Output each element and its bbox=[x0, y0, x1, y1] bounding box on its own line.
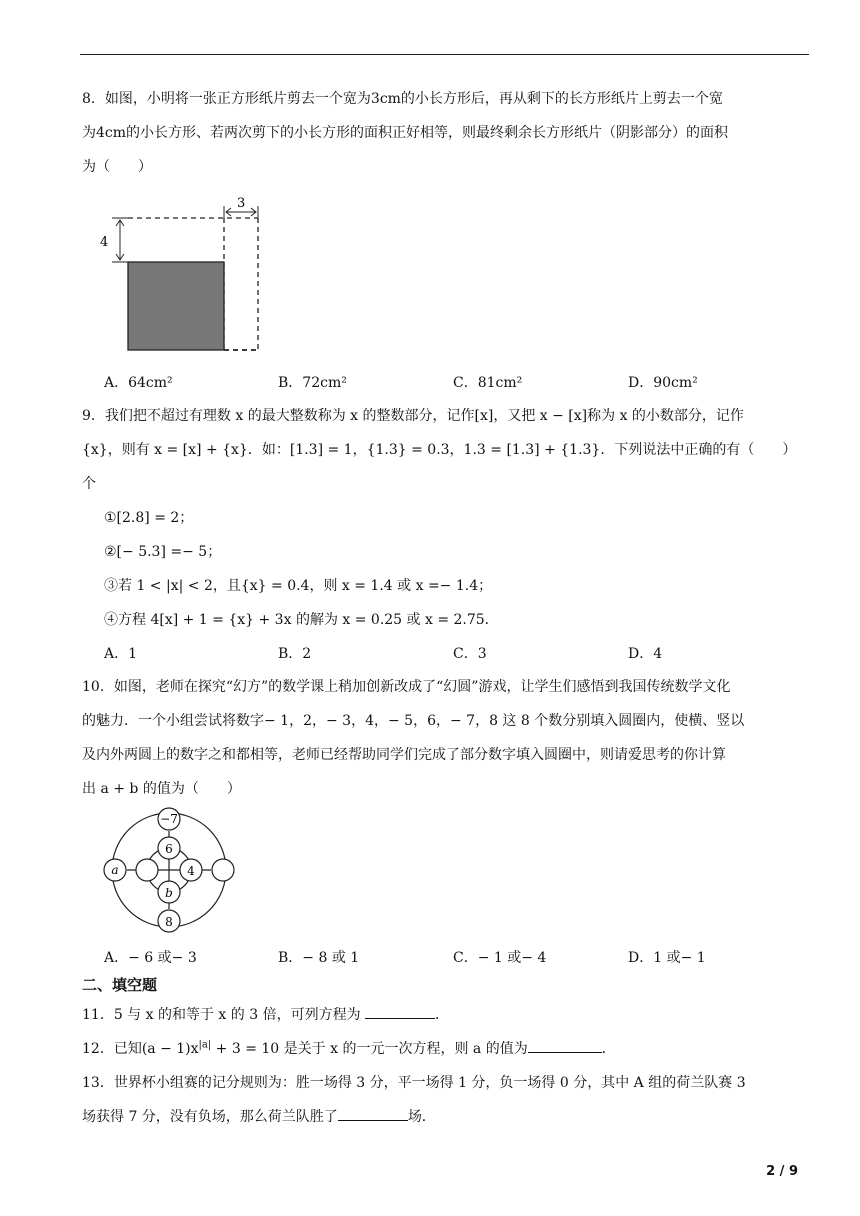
q11-text: 11．5 与 x 的和等于 x 的 3 倍，可列方程为 bbox=[82, 1007, 366, 1023]
q9-text-line-3: 个 bbox=[82, 476, 96, 492]
section-title-fill-in: 二、填空题 bbox=[82, 976, 158, 994]
q11-line bbox=[82, 1004, 449, 1024]
q9-item-2: ②[− 5.3] =− 5； bbox=[104, 544, 222, 560]
q8-figure bbox=[96, 196, 276, 360]
q10-text-line-2: 的魅力．一个小组尝试将数字− 1，2，− 3，4，− 5，6，− 7，8 这 8 个数分别填入圆圈内，使横、竖以 bbox=[82, 713, 745, 729]
q10-text-line-1: 10．如图，老师在探究“幻方”的数学课上稍加创新改成了“幻圆”游戏，让学生们感悟到我国传统数学文化 bbox=[82, 679, 731, 695]
q10-option-a[interactable]: A．− 6 或− 3 bbox=[104, 950, 197, 966]
value-left-outer: a bbox=[111, 863, 119, 877]
q9-text-line-1: 9．我们把不超过有理数 x 的最大整数称为 x 的整数部分，记作[x]，又把 x − [x]称为 x 的小数部分，记作 bbox=[82, 408, 744, 424]
q9-item-4: ④方程 4[x] + 1 = {x} + 3x 的解为 x = 0.25 或 x = 2.75． bbox=[104, 612, 499, 628]
value-right-inner: 4 bbox=[187, 864, 195, 878]
q13-text-end: 场． bbox=[407, 1109, 436, 1125]
q10-text-line-4: 出 a + b 的值为（ ） bbox=[82, 781, 241, 797]
value-top-outer: −7 bbox=[160, 812, 178, 826]
q9-item-3: ③若 1 < |x| < 2，且{x} = 0.4，则 x = 1.4 或 x =− 1.4； bbox=[104, 578, 493, 594]
q8-option-c[interactable]: C．81cm² bbox=[453, 375, 523, 391]
circle-right-outer bbox=[212, 859, 234, 881]
q10-text-line-3: 及内外两圆上的数字之和都相等，老师已经帮助同学们完成了部分数字填入圆圈中，则请爱思考的你计算 bbox=[82, 747, 726, 763]
q9-text-line-2: {x}，则有 x = [x] + {x}．如：[1.3] = 1，{1.3} = 0.3，1.3 = [1.3] + {1.3}．下列说法中正确的有（ ） bbox=[82, 442, 797, 458]
q13-line-2 bbox=[82, 1106, 436, 1126]
q8-text-line-2: 为4cm的小长方形、若两次剪下的小长方形的面积正好相等，则最终剩余长方形纸片（阴影部分）的面积 bbox=[82, 125, 729, 141]
q12-answer-blank[interactable] bbox=[528, 1038, 602, 1053]
q10-option-b[interactable]: B．− 8 或 1 bbox=[278, 950, 360, 966]
q9-item-1: ①[2.8] = 2； bbox=[104, 510, 194, 526]
q11-text-end: ． bbox=[435, 1007, 450, 1023]
q12-text-end: ． bbox=[601, 1041, 616, 1057]
q8-option-a[interactable]: A．64cm² bbox=[104, 375, 173, 391]
header-rule bbox=[80, 54, 809, 55]
page-number: 2 / 9 bbox=[766, 1164, 798, 1179]
q9-option-a[interactable]: A．1 bbox=[104, 646, 138, 662]
q9-option-b[interactable]: B．2 bbox=[278, 646, 312, 662]
q10-magic-circle-figure bbox=[98, 806, 240, 938]
dimension-label-4: 4 bbox=[100, 235, 109, 250]
q9-option-c[interactable]: C．3 bbox=[453, 646, 487, 662]
circle-left-inner bbox=[136, 859, 158, 881]
dimension-label-3: 3 bbox=[237, 196, 246, 211]
q12-exponent: |a| bbox=[198, 1039, 212, 1051]
q13-answer-blank[interactable] bbox=[338, 1106, 408, 1121]
q8-option-b[interactable]: B．72cm² bbox=[278, 375, 347, 391]
shaded-rectangle bbox=[128, 262, 224, 350]
q12-line bbox=[82, 1038, 616, 1058]
q12-text: 12．已知(a − 1)x bbox=[82, 1041, 199, 1057]
q8-text-line-3: 为（ ） bbox=[82, 159, 152, 175]
q13-text-line-1: 13．世界杯小组赛的记分规则为：胜一场得 3 分，平一场得 1 分，负一场得 0 分，其中 A 组的荷兰队赛 3 bbox=[82, 1075, 746, 1091]
value-bottom-outer: 8 bbox=[165, 915, 173, 929]
q11-answer-blank[interactable] bbox=[365, 1004, 435, 1019]
q10-option-c[interactable]: C．− 1 或− 4 bbox=[453, 950, 547, 966]
q9-option-d[interactable]: D．4 bbox=[628, 646, 663, 662]
q8-option-d[interactable]: D．90cm² bbox=[628, 375, 698, 391]
value-bottom-inner: b bbox=[165, 886, 173, 900]
value-top-inner: 6 bbox=[165, 842, 173, 856]
q10-option-d[interactable]: D．1 或− 1 bbox=[628, 950, 706, 966]
q13-text: 场获得 7 分，没有负场，那么荷兰队胜了 bbox=[82, 1109, 338, 1125]
q8-text-line-1: 8．如图，小明将一张正方形纸片剪去一个宽为3cm的小长方形后，再从剩下的长方形纸片上剪去一个宽 bbox=[82, 91, 723, 107]
q12-text-mid: + 3 = 10 是关于 x 的一元一次方程，则 a 的值为 bbox=[211, 1041, 528, 1057]
